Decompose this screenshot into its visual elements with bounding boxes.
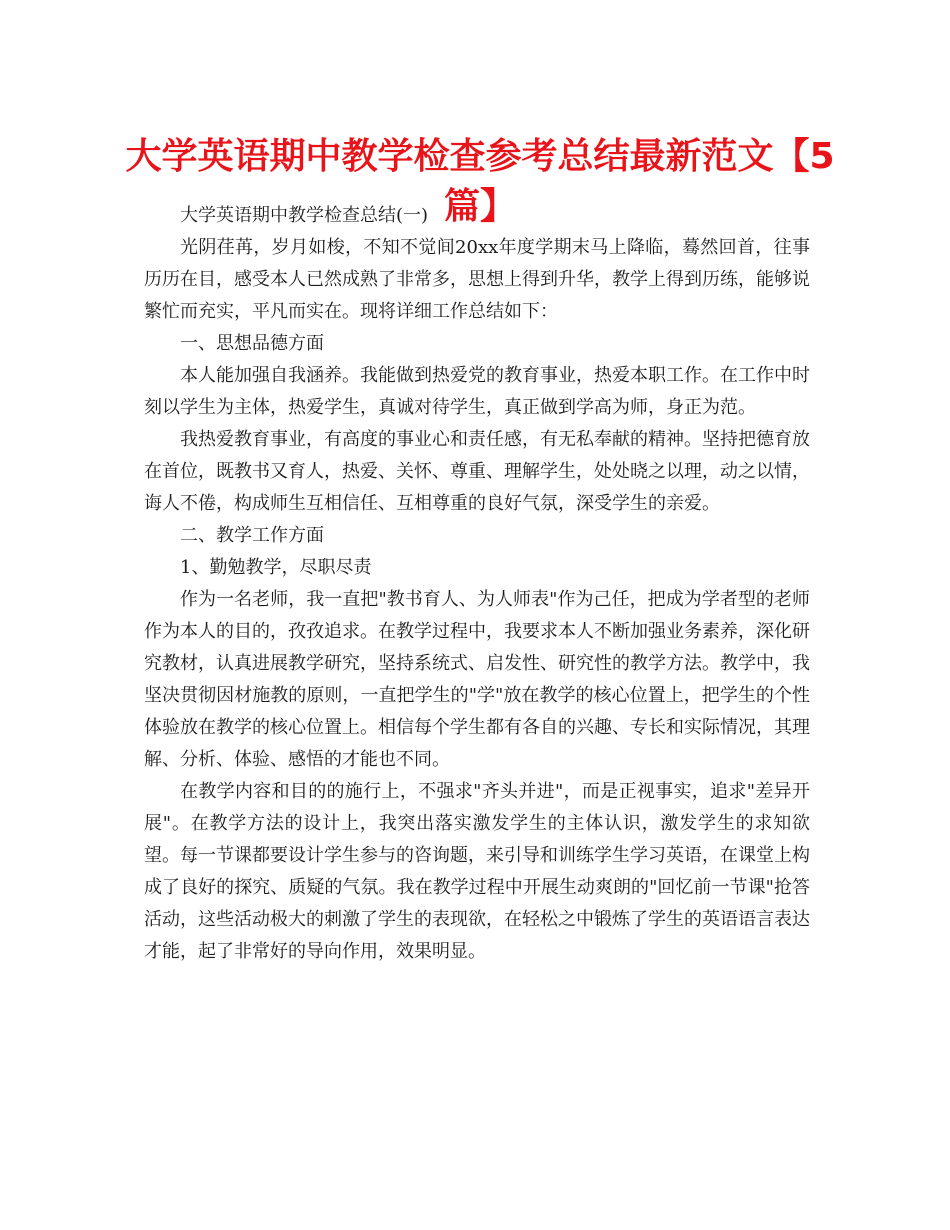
section-heading: 大学英语期中教学检查总结(一) [180, 205, 429, 226]
document-title: 大学英语期中教学检查参考总结最新范文【5篇】 [125, 136, 835, 227]
paragraph: 光阴荏苒，岁月如梭，不知不觉间20xx年度学期末马上降临，蓦然回首，往事历历在目，感受本人已然成熟了非常多，思想上得到升华，教学上得到历练，能够说繁忙而充实，平凡而实在。现将详细工作总结如下： [144, 237, 810, 322]
paragraph: 我热爱教育事业，有高度的事业心和责任感，有无私奉献的精神。坚持把德育放在首位，既教书又育人，热爱、关怀、尊重、理解学生，处处晓之以理，动之以情，诲人不倦，构成师生互相信任、互相尊重的良好气氛，深受学生的亲爱。 [144, 429, 810, 514]
section-heading: 二、教学工作方面 [180, 525, 324, 546]
document-body [144, 200, 810, 968]
paragraph: 在教学内容和目的的施行上，不强求"齐头并进"，而是正视事实，追求"差异开展"。在教学方法的设计上，我突出落实激发学生的主体认识，激发学生的求知欲望。每一节课都要设计学生参与的咨询题，来引导和训练学生学习英语，在课堂上构成了良好的探究、质疑的气氛。我在教学过程中开展生动爽朗的"回忆前一节课"抢答活动，这些活动极大的刺激了学生的表现欲，在轻松之中锻炼了学生的英语语言表达才能，起了非常好的导向作用，效果明显。 [144, 781, 810, 962]
section-heading: 一、思想品德方面 [180, 333, 324, 354]
paragraph: 本人能加强自我涵养。我能做到热爱党的教育事业，热爱本职工作。在工作中时刻以学生为主体，热爱学生，真诚对待学生，真正做到学高为师，身正为范。 [144, 365, 810, 418]
paragraph: 作为一名老师，我一直把"教书育人、为人师表"作为己任，把成为学者型的老师作为本人的目的，孜孜追求。在教学过程中，我要求本人不断加强业务素养，深化研究教材，认真进展教学研究，坚持系统式、启发性、研究性的教学方法。教学中，我坚决贯彻因材施教的原则，一直把学生的"学"放在教学的核心位置上，把学生的个性体验放在教学的核心位置上。相信每个学生都有各自的兴趣、专长和实际情况，其理解、分析、体验、感悟的才能也不同。 [144, 589, 810, 770]
subsection-heading: 1、勤勉教学，尽职尽责 [180, 557, 372, 578]
